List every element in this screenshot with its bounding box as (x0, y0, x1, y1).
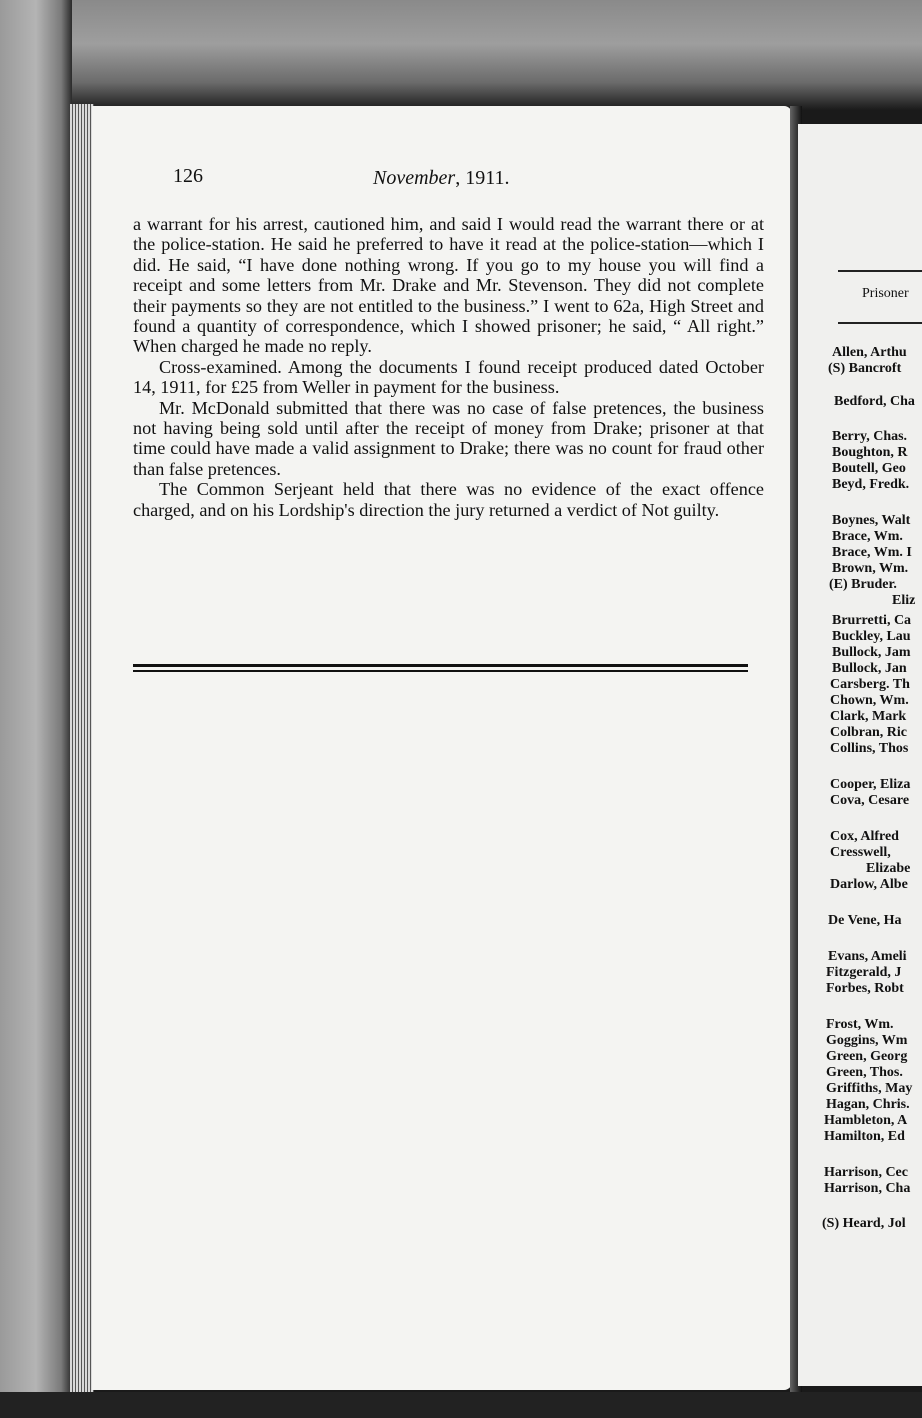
prisoner-list-entry: Harrison, Cec (824, 1165, 908, 1180)
prisoner-list-entry: Fitzgerald, J (826, 965, 902, 980)
prisoner-list-entry: Brace, Wm. I (832, 545, 912, 560)
body-text (133, 214, 764, 520)
prisoner-list-entry: Collins, Thos (830, 741, 909, 756)
prisoner-list-entry: Bullock, Jam (832, 645, 911, 660)
prisoner-list-entry: Green, Thos. (826, 1065, 903, 1080)
end-rule-thin (133, 670, 748, 672)
paragraph: Mr. McDonald submitted that there was no case of false pretences, the business not having being sold until after the receipt of money from Drake; prisoner at that time could have made a valid assignment to Drake; there was no count for fraud other than false pretences. (133, 397, 764, 479)
prisoner-list-entry: Brown, Wm. (832, 561, 909, 576)
prisoner-list-entry: Bedford, Cha (834, 394, 915, 409)
prisoner-list-entry: Clark, Mark (830, 709, 907, 724)
right-page-rule-bottom (838, 322, 922, 324)
prisoner-list-entry: Allen, Arthu (832, 345, 907, 360)
page-header (173, 165, 763, 195)
book-page-edges (70, 104, 94, 1394)
prisoner-list-entry: Harrison, Cha (824, 1181, 911, 1196)
right-page-header: Prisoner (862, 286, 909, 301)
prisoner-list-entry: Brace, Wm. (832, 529, 903, 544)
scan-background-left (0, 0, 72, 1418)
paragraph: a warrant for his arrest, cautioned him, and said I would read the warrant there or at the police-station. He said he preferred to have it read at the police-station—which I did. He said, “I have done nothing wrong. If you go to my house you will find a receipt and some letters from Mr. Drake and Mr. Stevenson. They did not complete their payments so they are not entitled to the business.” I went to 62a, High Street and found a quantity of correspondence, which I showed prisoner; he said, “ All right.” When charged he made no reply. (133, 214, 764, 357)
prisoner-list-entry: Boughton, R (832, 445, 908, 460)
prisoner-list-entry: Cova, Cesare (830, 793, 910, 808)
prisoner-list-entry: Brurretti, Ca (832, 613, 912, 628)
running-head (373, 167, 509, 190)
prisoner-list-entry: Goggins, Wm (826, 1033, 908, 1048)
running-head-month: November (373, 167, 456, 189)
prisoner-list-entry: Hambleton, A (824, 1113, 908, 1128)
prisoner-list-entry: Eliz (892, 593, 916, 608)
prisoner-list-entry: Boutell, Geo (832, 461, 906, 476)
prisoner-list-entry: (E) Bruder. (829, 577, 897, 592)
prisoner-list-entry: Cooper, Eliza (830, 777, 911, 792)
prisoner-list-entry: Cox, Alfred (830, 829, 899, 844)
prisoner-list-entry: Frost, Wm. (826, 1017, 894, 1032)
prisoner-list-entry: Evans, Ameli (828, 949, 907, 964)
prisoner-list-entry: Hagan, Chris. (826, 1097, 910, 1112)
prisoner-list-entry: (S) Bancroft (828, 361, 902, 376)
prisoner-list-entry: Darlow, Albe (830, 877, 908, 892)
prisoner-list-entry: Cresswell, (830, 845, 891, 860)
prisoner-list-entry: De Vene, Ha (828, 913, 902, 928)
prisoner-list-entry: Carsberg. Th (830, 677, 910, 692)
prisoner-list-entry: Chown, Wm. (830, 693, 909, 708)
prisoner-list-entry: Griffiths, May (826, 1081, 913, 1096)
right-page-rule-top (838, 270, 922, 272)
prisoner-list-entry: Boynes, Walt (832, 513, 911, 528)
prisoner-list-entry: Hamilton, Ed (824, 1129, 905, 1144)
paragraph: Cross-examined. Among the documents I found receipt produced dated October 14, 1911, for £25 from Weller in payment for the business. (133, 356, 764, 398)
running-head-year: , 1911. (455, 167, 510, 189)
prisoner-list-entry: Green, Georg (826, 1049, 908, 1064)
page-number: 126 (173, 165, 203, 187)
prisoner-list-entry: Forbes, Robt (826, 981, 904, 996)
prisoner-list-entry: Berry, Chas. (832, 429, 908, 444)
scan-background-top (0, 0, 922, 110)
end-rule-thick (133, 664, 748, 667)
prisoner-list-entry: Colbran, Ric (830, 725, 907, 740)
prisoner-list-entry: Beyd, Fredk. (832, 477, 910, 492)
paragraph: The Common Serjeant held that there was no evidence of the exact offence charged, and on his Lordship's direction the jury returned a verdict of Not guilty. (133, 479, 764, 520)
scan-background-bottom (0, 1392, 922, 1418)
prisoner-list-entry: (S) Heard, Jol (822, 1216, 906, 1231)
prisoner-list-entry: Elizabe (866, 861, 911, 876)
prisoner-list-entry: Buckley, Lau (832, 629, 911, 644)
prisoner-list-entry: Bullock, Jan (832, 661, 907, 676)
